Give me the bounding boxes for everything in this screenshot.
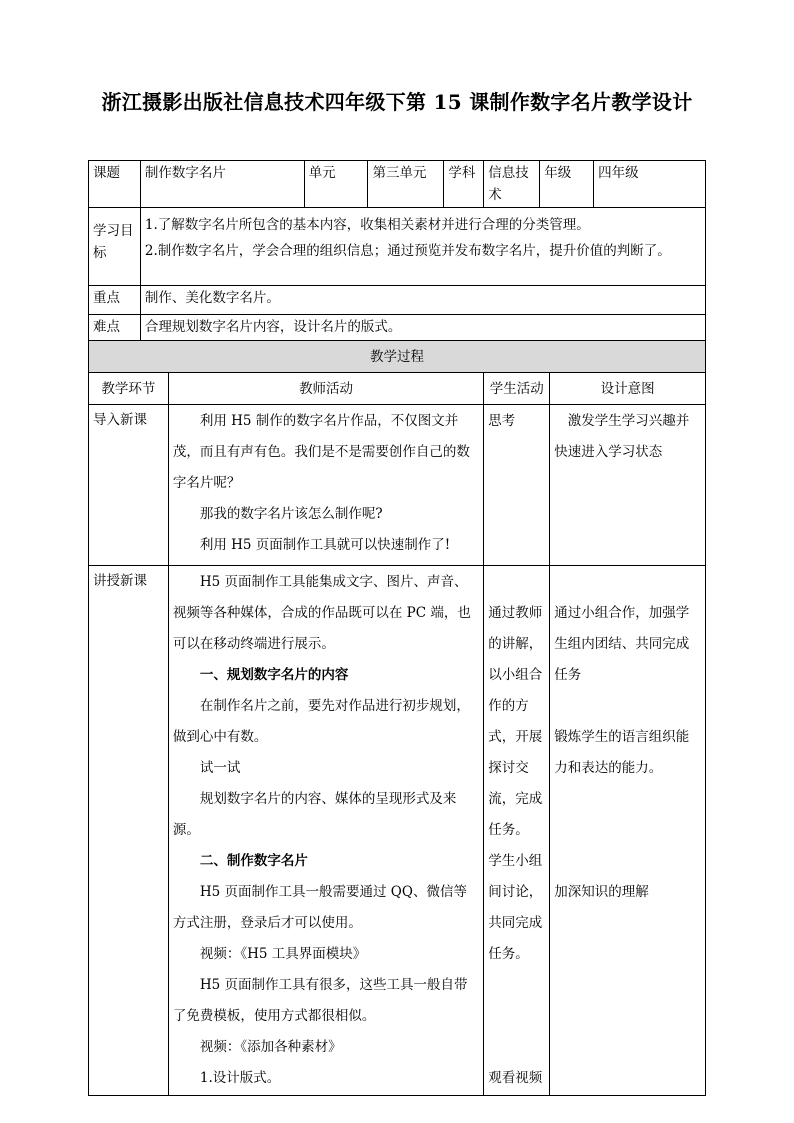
design-intent: 通过小组合作，加强学生组内团结、共同完成任务 (554, 605, 690, 683)
student-activity: 思考 (488, 413, 516, 429)
objectives-content (140, 208, 705, 286)
student-activity: 学生小组间讨论，共同完成任务。 (488, 853, 543, 962)
intro-student (484, 405, 550, 566)
process-columns-row (89, 373, 706, 405)
teach-student (484, 566, 550, 1096)
objective-item: 2.制作数字名片，学会合理的组织信息；通过预览并发布数字名片，提升价值的判断了。 (144, 243, 671, 259)
design-intent: 锻炼学生的语言组织能力和表达的能力。 (554, 729, 690, 776)
objective-item: 1.了解数字名片所包含的基本内容，收集相关素材并进行合理的分类管理。 (144, 217, 590, 233)
key-point-label: 重点 (89, 286, 141, 315)
design-intent: 激发学生学习兴趣并快速进入学习状态 (554, 413, 690, 460)
teach-teacher (168, 566, 483, 1096)
topic-value: 制作数字名片 (140, 161, 304, 208)
difficulty-value: 合理规划数字名片内容，设计名片的版式。 (140, 315, 705, 341)
teach-row (89, 566, 706, 1096)
process-heading: 教学过程 (89, 341, 706, 373)
intro-row (89, 405, 706, 566)
subject-value: 信息技术 (484, 161, 540, 208)
column-student: 学生活动 (484, 373, 550, 405)
teacher-paragraph: H5 页面制作工具能集成文字、图片、声音、视频等各种媒体，合成的作品既可以在 PC 端，也可以在移动终端进行展示。 (172, 574, 471, 652)
teacher-paragraph: 规划数字名片的内容、媒体的呈现形式及来源。 (172, 791, 457, 838)
teacher-paragraph: H5 页面制作工具有很多，这些工具一般自带了免费模板，使用方式都很相似。 (172, 977, 468, 1024)
student-activity: 观看视频 (488, 1070, 543, 1086)
header-row (89, 161, 706, 208)
design-intent: 加深知识的理解 (554, 884, 649, 900)
student-activity: 通过教师的讲解，以小组合作的方式，开展探讨交流，完成任务。 (488, 605, 543, 838)
teacher-paragraph: 那我的数字名片该怎么制作呢? (199, 506, 383, 522)
difficulty-label: 难点 (89, 315, 141, 341)
grade-label: 年级 (540, 161, 594, 208)
column-teacher: 教师活动 (168, 373, 483, 405)
objectives-label: 学习目标 (89, 208, 141, 286)
teacher-paragraph: 1.设计版式。 (199, 1070, 281, 1086)
difficulty-row (89, 315, 706, 341)
subject-label: 学科 (444, 161, 484, 208)
key-point-value: 制作、美化数字名片。 (140, 286, 705, 315)
topic-label: 课题 (89, 161, 141, 208)
document-title: 浙江摄影出版社信息技术四年级下第 15 课制作数字名片教学设计 (101, 90, 693, 114)
teacher-paragraph: 利用 H5 页面制作工具就可以快速制作了! (199, 537, 451, 553)
intro-intent (550, 405, 706, 566)
teacher-paragraph: 在制作名片之前，要先对作品进行初步规划，做到心中有数。 (172, 698, 470, 745)
objectives-row (89, 208, 706, 286)
teacher-paragraph: 利用 H5 制作的数字名片作品，不仅图文并茂，而且有声有色。我们是不是需要创作自己的数字名片呢？ (172, 413, 470, 491)
teacher-paragraph: 视频：《添加各种素材》 (199, 1039, 342, 1055)
section-heading: 二、制作数字名片 (199, 853, 308, 869)
unit-label: 单元 (304, 161, 368, 208)
teacher-paragraph: 试一试 (199, 760, 241, 776)
intro-stage: 导入新课 (89, 405, 169, 566)
column-stage: 教学环节 (89, 373, 169, 405)
key-point-row (89, 286, 706, 315)
teacher-paragraph: 视频：《H5 工具界面模块》 (199, 946, 367, 962)
lesson-plan-table (88, 160, 706, 1096)
unit-value: 第三单元 (368, 161, 444, 208)
section-heading: 一、规划数字名片的内容 (199, 667, 349, 683)
grade-value: 四年级 (594, 161, 706, 208)
teacher-paragraph: H5 页面制作工具一般需要通过 QQ、微信等方式注册，登录后才可以使用。 (172, 884, 467, 931)
teach-intent (550, 566, 706, 1096)
column-intent: 设计意图 (550, 373, 706, 405)
intro-teacher (168, 405, 483, 566)
process-heading-row (89, 341, 706, 373)
teach-stage: 讲授新课 (89, 566, 169, 1096)
